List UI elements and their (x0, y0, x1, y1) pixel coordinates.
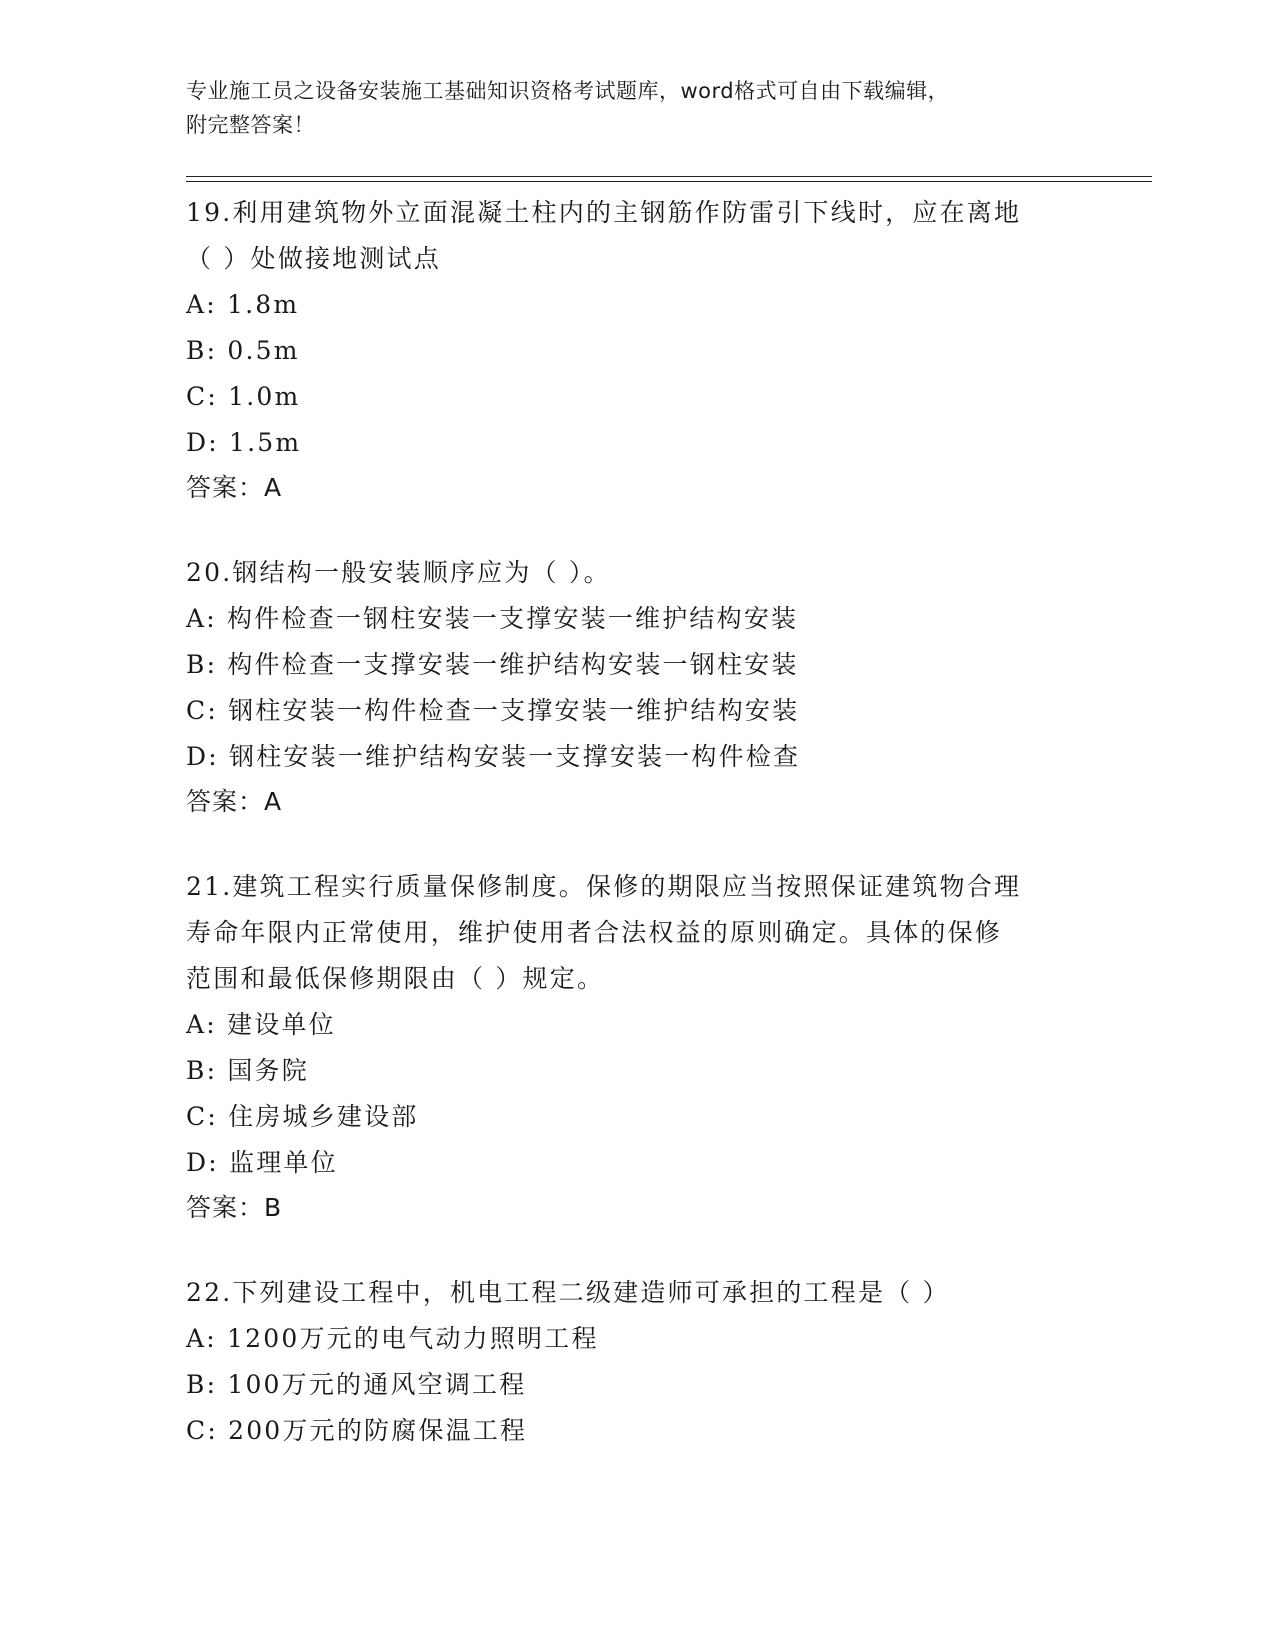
answer: 答案：B (186, 1193, 283, 1222)
question-stem-line: （ ）处做接地测试点 (186, 244, 441, 273)
option-d: D: 钢柱安装一维护结构安装一支撑安装一构件检查 (186, 742, 801, 771)
question-stem-line: 20.钢结构一般安装顺序应为（ ）。 (186, 558, 611, 587)
question-list (186, 190, 1086, 1494)
answer: 答案：A (186, 473, 283, 502)
option-b: B: 100万元的通风空调工程 (186, 1370, 527, 1399)
option-a: A: 构件检查一钢柱安装一支撑安装一维护结构安装 (186, 604, 799, 633)
header-divider-top (186, 176, 1152, 177)
option-b: B: 国务院 (186, 1056, 309, 1085)
option-c: C: 1.0m (186, 382, 301, 411)
answer: 答案：A (186, 787, 283, 816)
question-stem-line: 21.建筑工程实行质量保修制度。保修的期限应当按照保证建筑物合理 (186, 872, 1022, 901)
option-c: C: 钢柱安装一构件检查一支撑安装一维护结构安装 (186, 696, 800, 725)
option-b: B: 0.5m (186, 336, 300, 365)
question-stem-line: 22.下列建设工程中，机电工程二级建造师可承担的工程是（ ） (186, 1278, 950, 1307)
option-c: C: 住房城乡建设部 (186, 1102, 419, 1131)
question-20 (186, 550, 1086, 824)
question-19 (186, 190, 1086, 510)
question-21 (186, 864, 1086, 1230)
document-header (186, 74, 1086, 142)
question-stem-line: 范围和最低保修期限由（ ）规定。 (186, 964, 605, 993)
option-c: C: 200万元的防腐保温工程 (186, 1416, 528, 1445)
header-line-1: 专业施工员之设备安装施工基础知识资格考试题库，word格式可自由下载编辑， (186, 79, 950, 103)
option-b: B: 构件检查一支撑安装一维护结构安装一钢柱安装 (186, 650, 799, 679)
option-a: A: 1200万元的电气动力照明工程 (186, 1324, 599, 1353)
option-d: D: 监理单位 (186, 1148, 338, 1177)
header-line-2: 附完整答案！ (186, 113, 315, 137)
option-d: D: 1.5m (186, 428, 302, 457)
header-divider-bottom (186, 181, 1152, 182)
question-stem-line: 19.利用建筑物外立面混凝土柱内的主钢筋作防雷引下线时，应在离地 (186, 198, 1022, 227)
question-stem-line: 寿命年限内正常使用，维护使用者合法权益的原则确定。具体的保修 (186, 918, 1003, 947)
option-a: A: 建设单位 (186, 1010, 336, 1039)
question-22 (186, 1270, 1086, 1454)
option-a: A: 1.8m (186, 290, 300, 319)
